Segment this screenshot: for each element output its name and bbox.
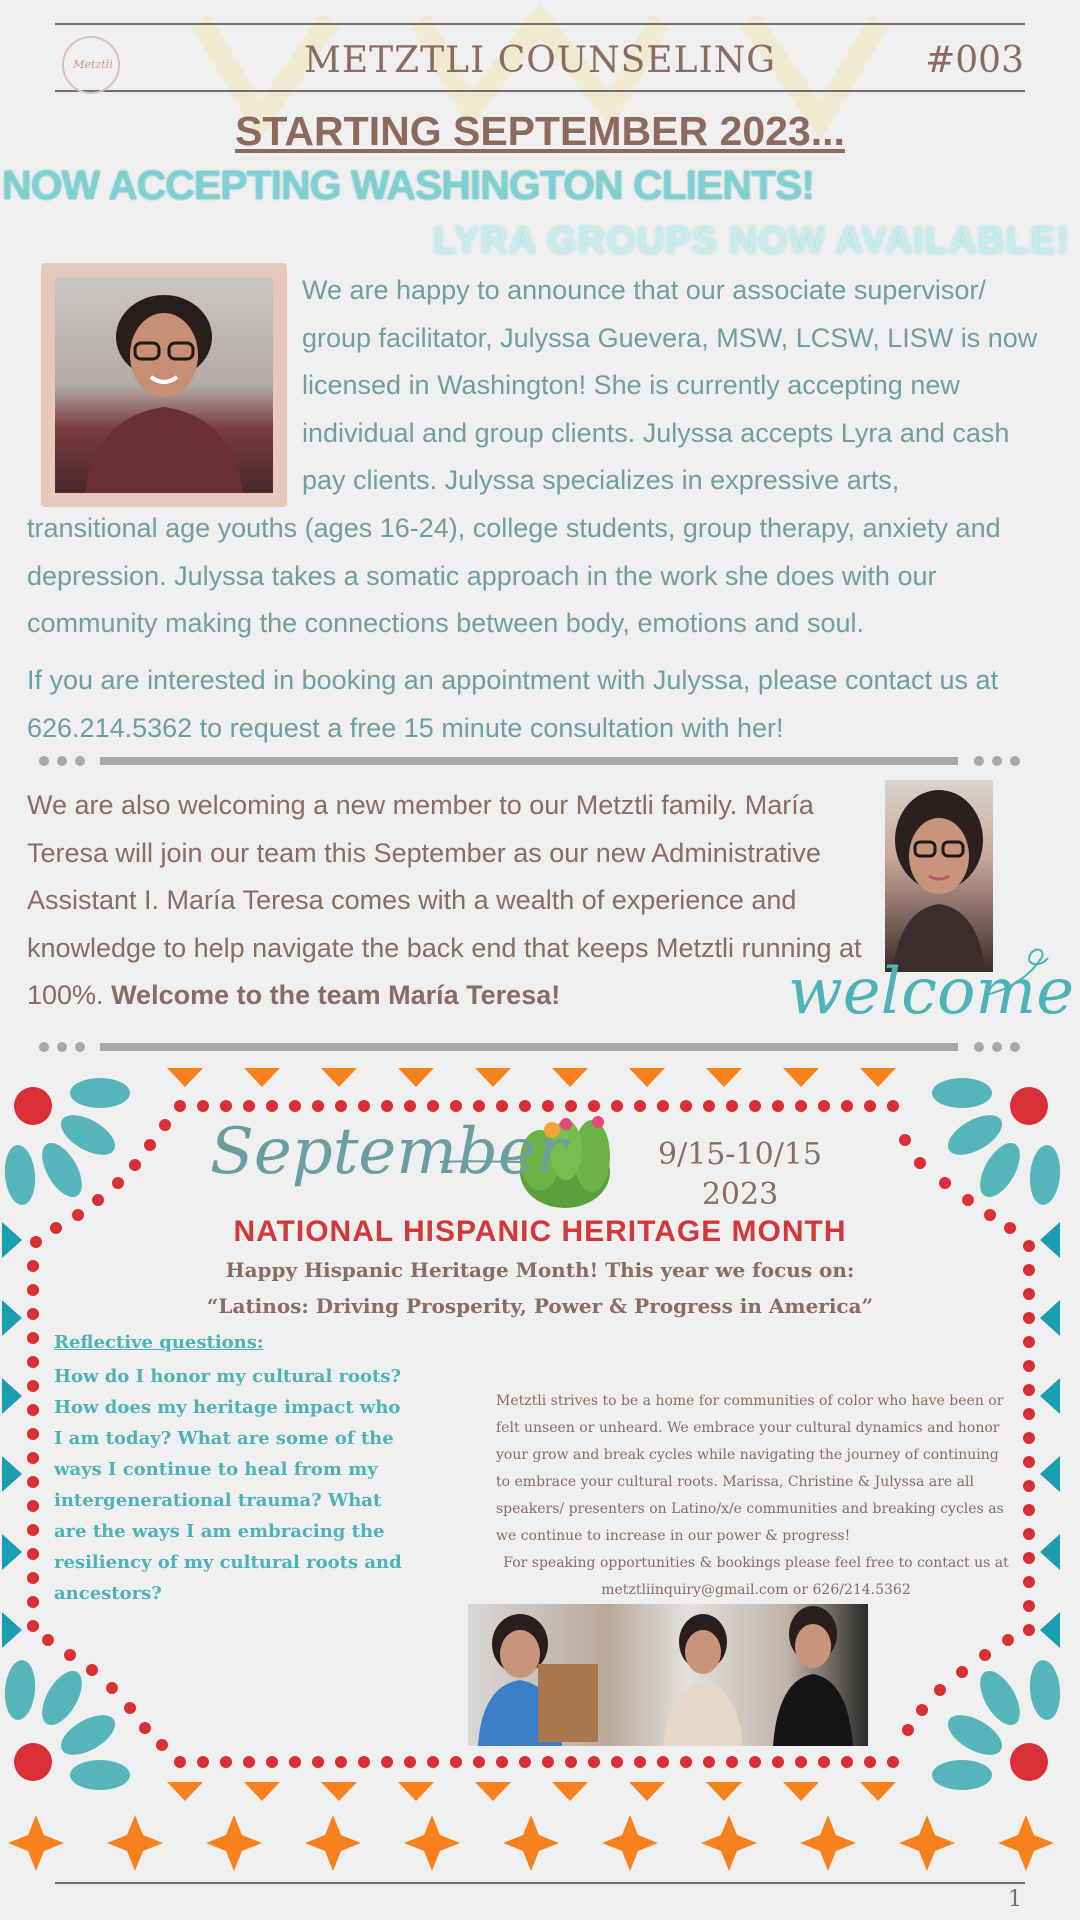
svg-text:Metztli: Metztli [73, 58, 113, 71]
headline-lyra: LYRA GROUPS NOW AVAILABLE! [433, 220, 1070, 262]
header-bottom-rule [55, 90, 1025, 92]
welcome-script: welcome [788, 955, 1075, 1029]
team-photo [468, 1604, 868, 1746]
heritage-happy: Happy Hispanic Heritage Month! This year we focus on: [225, 1258, 855, 1282]
orange-triangle-row-bottom [167, 1782, 896, 1801]
teal-triangle-column-right [1040, 1222, 1060, 1648]
orange-star-row [8, 1815, 1054, 1871]
teal-triangle-column-left [2, 1222, 22, 1648]
heritage-theme: “Latinos: Driving Prosperity, Power & Progress in America” [206, 1294, 874, 1318]
headline-washington: NOW ACCEPTING WASHINGTON CLIENTS! [2, 162, 815, 208]
corner-fan-top-left [2, 1078, 130, 1206]
heritage-title: NATIONAL HISPANIC HERITAGE MONTH [233, 1215, 847, 1248]
corner-fan-bottom-left [2, 1659, 130, 1790]
maria-text: We are also welcoming a new member to our Metztli family. María Teresa will join our team this September as our new Administrative Assistant I. María Teresa comes with a wealth of experience and knowledge to help navigate the back end that keeps Metztli running at 100%. [27, 790, 862, 1010]
maria-photo [885, 780, 993, 972]
corner-fan-bottom-right [932, 1659, 1063, 1790]
corner-fan-top-right [932, 1078, 1063, 1206]
section-divider [38, 754, 1023, 768]
maria-paragraph [27, 782, 867, 1020]
julyssa-booking-paragraph: If you are interested in booking an appointment with Julyssa, please contact us at 626.214.5362 to request a free 15 minute consultation with her! [27, 665, 999, 743]
speaking-contact: For speaking opportunities & bookings please feel free to contact us at metztliinquiry@gmail.com or 626/214.5362 [503, 1555, 1009, 1598]
julyssa-paragraph-full: transitional age youths (ages 16-24), college students, group therapy, anxiety and depression. Julyssa takes a somatic approach in the work she does with our community making the connections between body, emotions and soul. [27, 513, 1001, 638]
header-top-rule [55, 23, 1025, 25]
julyssa-photo-frame [41, 263, 287, 507]
heritage-dates-year: 2023 [701, 1177, 779, 1212]
heritage-dates [650, 1135, 830, 1215]
reflective-questions: How do I honor my cultural roots? How does my heritage impact who I am today? What are some of the ways I continue to heal from my intergenerational trauma? What are the ways I am embracing the resiliency of my cultural roots and ancestors? [54, 1366, 402, 1604]
strives-paragraph: Metztli strives to be a home for communities of color who have been or felt unseen or unheard. We embrace your cultural dynamics and honor your grow and break cycles while navigating the journey of continuing to embrace your cultural roots. Marissa, Christine & Julyssa are all speakers/ presenters on Latino/x/e communities and breaking cycles as we continue to increase in our power & progress! [496, 1393, 1004, 1544]
issue-number: #003 [925, 40, 1024, 81]
julyssa-paragraph-wrapped: We are happy to announce that our associate supervisor/ group facilitator, Julyssa Guevera, MSW, LCSW, LISW is now licensed in Washington! She is currently accepting new individual and group clients. Julyssa accepts Lyra and cash pay clients. Julyssa specializes in expressive arts, [302, 275, 1038, 495]
heritage-dates-range: 9/15-10/15 [658, 1137, 822, 1172]
orange-triangle-row-top [167, 1068, 896, 1087]
julyssa-photo [55, 277, 273, 493]
headline-starting: STARTING SEPTEMBER 2023... [235, 108, 845, 154]
brand-title: METZTLI COUNSELING [304, 40, 776, 81]
reflective-title: Reflective questions: [54, 1332, 264, 1353]
page-number: 1 [1008, 1887, 1022, 1912]
maria-welcome-bold: Welcome to the team María Teresa! [111, 980, 561, 1010]
section-divider-2 [38, 1040, 1023, 1054]
footer-rule [55, 1882, 1025, 1884]
september-script: September [210, 1115, 567, 1189]
